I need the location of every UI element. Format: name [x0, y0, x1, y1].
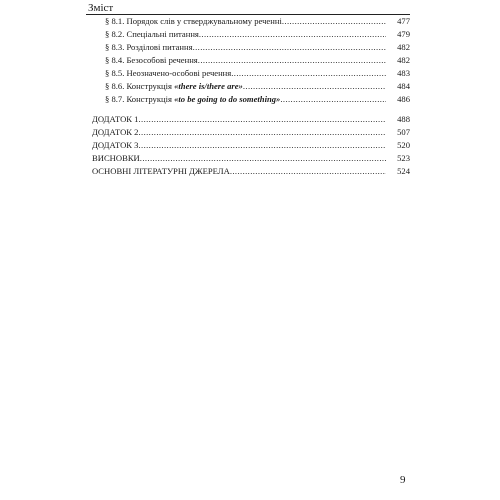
toc-entry [105, 80, 386, 93]
dot-leader [140, 152, 386, 165]
toc-entry-label: § 8.5. Неозначено-особові речення [105, 68, 232, 78]
dot-leader [243, 80, 386, 93]
dot-leader [230, 165, 386, 178]
toc-entry-label: § 8.4. Безособові речення [105, 55, 198, 65]
toc-page-number: 488 [397, 114, 410, 124]
toc-page-number: 524 [397, 166, 410, 176]
toc-page-number: 484 [397, 81, 410, 91]
toc-entry-emphasis: «there is/there are» [174, 81, 243, 91]
toc-entry-label: ВИСНОВКИ [92, 153, 140, 163]
dot-leader [193, 41, 386, 54]
dot-leader [198, 54, 386, 67]
toc-entry-label: § 8.2. Спеціальні питання [105, 29, 199, 39]
toc-entry [105, 93, 386, 106]
dot-leader [199, 28, 386, 41]
toc-entry [105, 67, 386, 80]
toc-page-number: 482 [397, 55, 410, 65]
toc-entry-emphasis: «to be going to do something» [174, 94, 281, 104]
toc-entry [105, 54, 386, 67]
toc-entry-label: ДОДАТОК 3 [92, 140, 139, 150]
page-number: 9 [400, 474, 406, 486]
toc-entry-label: ОСНОВНІ ЛІТЕРАТУРНІ ДЖЕРЕЛА [92, 166, 230, 176]
dot-leader [280, 93, 386, 106]
toc-page-number: 520 [397, 140, 410, 150]
toc-entry-label: § 8.3. Розділові питання [105, 42, 193, 52]
toc-entry [92, 113, 386, 126]
dot-leader [231, 67, 386, 80]
dot-leader [138, 126, 386, 139]
toc-page-number: 523 [397, 153, 410, 163]
toc-page-number: 507 [397, 127, 410, 137]
dot-leader [138, 139, 386, 152]
running-head: Зміст [88, 2, 114, 14]
toc-page-number: 483 [397, 68, 410, 78]
toc-entry [92, 126, 386, 139]
toc-entry [92, 165, 386, 178]
dot-leader [138, 113, 386, 126]
toc-entry-label: § 8.6. Конструкція [105, 81, 175, 91]
toc-entry-label: ДОДАТОК 1 [92, 114, 139, 124]
toc-page-number: 477 [397, 16, 410, 26]
toc-entry [105, 28, 386, 41]
toc-entry-label: § 8.1. Порядок слів у стверджувальному реченні [105, 16, 282, 26]
toc-entry-label: ДОДАТОК 2 [92, 127, 139, 137]
toc-page-number: 482 [397, 42, 410, 52]
toc-entry [92, 152, 386, 165]
toc-page-number: 486 [397, 94, 410, 104]
dot-leader [282, 15, 386, 28]
toc-entry [105, 41, 386, 54]
toc-entry-label: § 8.7. Конструкція [105, 94, 175, 104]
toc-entry [92, 139, 386, 152]
toc-entry [105, 15, 386, 28]
toc-page-number: 479 [397, 29, 410, 39]
